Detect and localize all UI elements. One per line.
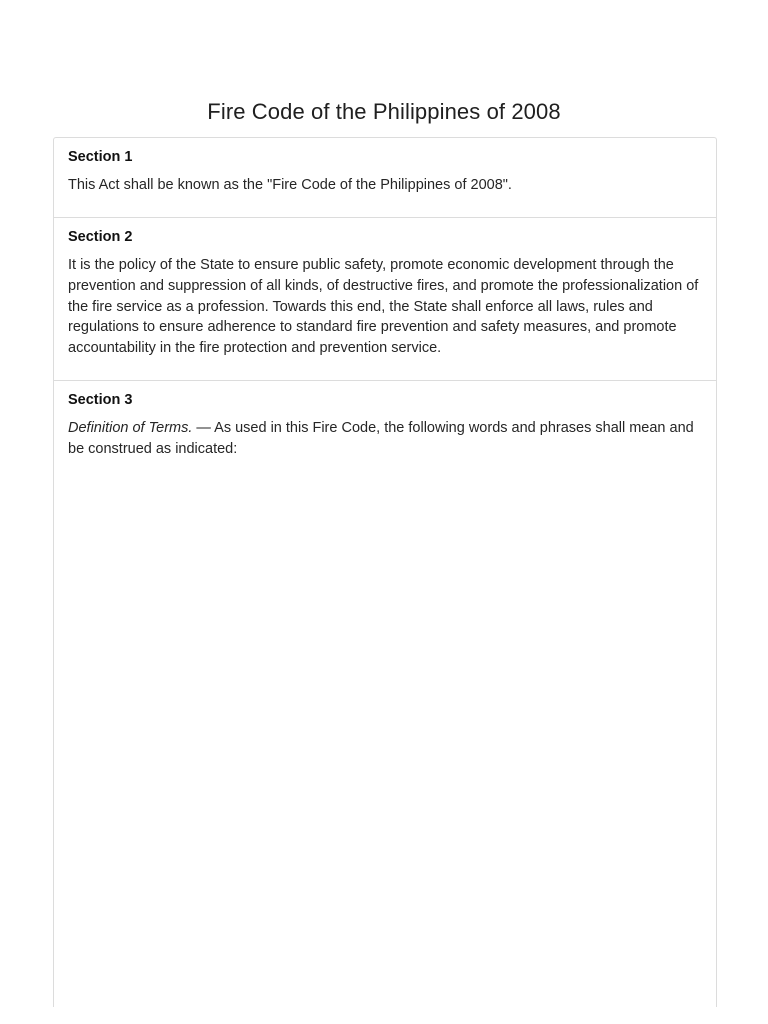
definition-of-terms-label: Definition of Terms. [68,420,193,436]
section-1 [54,138,716,218]
section-body: This Act shall be known as the "Fire Code of the Philippines of 2008". [68,177,512,193]
section-2 [54,218,716,381]
section-body: It is the policy of the State to ensure public safety, promote economic development through the prevention and suppression of all kinds, of destructive fires, and promote the professionalization of the fire service as a profession. Towards this end, the State shall enforce all laws, rules and regulations to ensure adherence to standard fire prevention and safety measures, and promote accountability in the fire protection and prevention service. [68,257,699,357]
document-title: Fire Code of the Philippines of 2008 [207,99,561,124]
section-3 [54,381,716,474]
section-heading: Section 3 [68,392,133,408]
section-body [68,418,702,460]
section-body-text: — As used in this Fire Code, the following words and phrases shall mean and be construed as indicated: [68,420,694,457]
section-heading: Section 1 [68,149,133,165]
section-heading: Section 2 [68,229,133,245]
sections-panel [53,137,717,1007]
